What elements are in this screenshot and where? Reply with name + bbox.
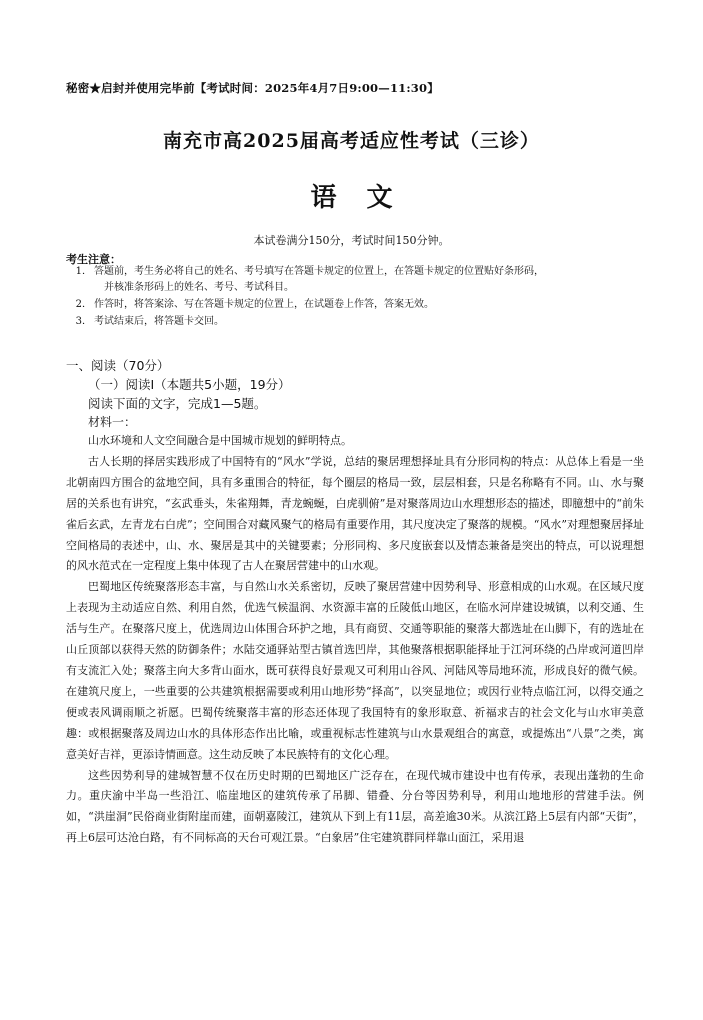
- passage-paragraph: 古人长期的择居实践形成了中国特有的“风水”学说，总结的聚居理想择址具有分形同构的特点：从总体上看是一坐北朝南四方围合的盆地空间，具有多重围合的特征，每个圈层的格局一致，层层相套，只是名称略有不同。山、水与聚居的关系也有讲究，“玄武垂头，朱雀翔舞，青龙蜿蜒，白虎驯俯”是对聚落周边山水理想形态的描述，即臆想中的“前朱雀后玄武，左青龙右白虎”；空间围合对藏风聚气的格局有重要作用，其尺度决定了聚落的规模。“风水”对理想聚居择址空间格局的表述中，山、水、聚居是其中的关键要素；分形同构、多尺度嵌套以及情态兼备是突出的特点，可以说理想的风水范式在一定程度上集中体现了古人在聚居营建中的山水观。: [66, 454, 644, 573]
- notice-number: 3．: [75, 316, 92, 327]
- notice-text-continued: 并核准条形码上的姓名、考号、考试科目。: [104, 282, 294, 293]
- subject-title: 语文: [310, 183, 423, 213]
- material-label: 材料一：: [88, 415, 137, 429]
- reading-instruction: 阅读下面的文字，完成1—5题。: [88, 396, 267, 411]
- passage-paragraph: 这些因势利导的建城智慧不仅在历史时期的巴蜀地区广泛存在，在现代城市建设中也有传承，表现出蓬勃的生命力。重庆渝中半岛一些沿江、临崖地区的建筑传承了吊脚、错叠、分台等因势利导，利用山地地形的营建手法。例如，“洪崖洞”民俗商业街附崖而建，面朝嘉陵江，建筑从下到上有11层，高差逾30米。从滨江路上5层有内部“天街”，再上6层可达沧白路，有不同标高的天台可观江景。“白象居”住宅建筑群同样靠山面江，采用退: [66, 768, 644, 845]
- notice-number: 1．: [75, 266, 92, 277]
- score-time-line: 本试卷满分150分，考试时间150分钟。: [253, 234, 450, 247]
- notice-text: 答题前，考生务必将自己的姓名、考号填写在答题卡规定的位置上，在答题卡规定的位置贴好条形码，: [94, 266, 544, 277]
- notice-item-1: [66, 264, 646, 296]
- exam-title: 南充市高2025届高考适应性考试（三诊）: [163, 130, 540, 152]
- passage-paragraph: 山水环境和人文空间融合是中国城市规划的鲜明特点。: [88, 434, 352, 447]
- section-heading: 一、阅读（70分）: [66, 358, 170, 373]
- reading-passage: [66, 431, 644, 849]
- confidential-notice: 秘密★启封并使用完毕前【考试时间：2025年4月7日9:00—11:30】: [66, 81, 439, 95]
- notice-text: 作答时，将答案涂、写在答题卡规定的位置上，在试题卷上作答，答案无效。: [94, 299, 434, 310]
- notice-heading: 考生注意：: [66, 253, 121, 266]
- notice-number: 2．: [75, 299, 92, 310]
- passage-paragraph: 巴蜀地区传统聚落形态丰富，与自然山水关系密切，反映了聚居营建中因势利导、形意相成的山水观。在区域尺度上表现为主动适应自然、利用自然，优选气候温润、水资源丰富的丘陵低山地区，在临水河岸建设城镇，以利交通、生活与生产。在聚落尺度上，优选周边山体围合环护之地，具有商贸、交通等职能的聚落大都选址在山脚下，有的选址在山丘顶部以获得天然的防御条件；水陆交通驿站型古镇首选凹岸，其他聚落根据职能择址于江河环绕的凸岸或河道凹岸有支流汇入处；聚落主向大多背山面水，既可获得良好景观又可利用山谷风、河陆风等局地环流，形成良好的微气候。在建筑尺度上，一些重要的公共建筑根据需要或利用山地形势“择高”，以突显地位；或因行业特点临江河，以得交通之便或表风调雨顺之祈愿。巴蜀传统聚落丰富的形态还体现了我国特有的象形取意、祈福求吉的社会文化与山水审美意趣：或根据聚落及周边山水的具体形态作出比喻，或重视标志性建筑与山水景观组合的寓意，或提炼出“八景”之类，寓意美好吉祥，更添诗情画意。这生动反映了本民族特有的文化心理。: [66, 580, 644, 761]
- subsection-heading: （一）阅读Ⅰ（本题共5小题，19分）: [88, 377, 291, 392]
- notice-item-3: [66, 314, 646, 330]
- notice-item-2: [66, 297, 646, 313]
- notice-text: 考试结束后，将答题卡交回。: [94, 316, 224, 327]
